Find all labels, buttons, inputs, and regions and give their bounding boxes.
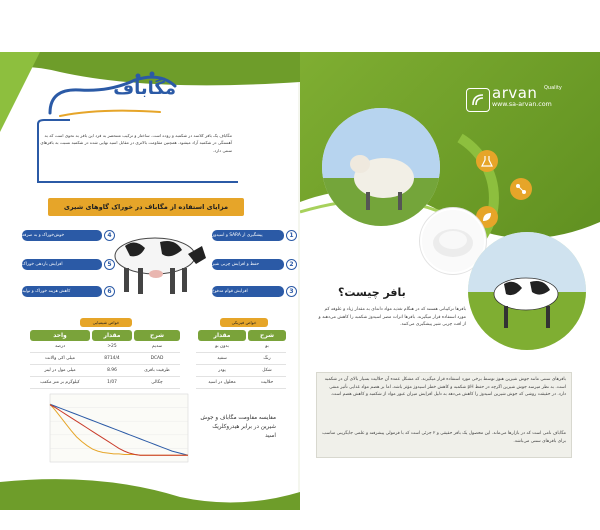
table-cell: سفید — [217, 356, 227, 361]
chemical-properties-table — [30, 330, 180, 389]
benefit-label: افزایش بازدهی خوراک — [22, 259, 102, 270]
table-cell: >25 — [107, 344, 117, 349]
table-cell: محلول در اسید — [208, 380, 236, 385]
benefit-item-5 — [22, 259, 115, 270]
benefit-label: خوش‌خوراک و به صرفه — [22, 230, 102, 241]
brand-website: www.sa-arvan.com — [492, 101, 552, 108]
table-cell: شکل — [262, 368, 272, 373]
table-cell: رنگ — [263, 356, 271, 361]
arvan-logo-icon — [466, 88, 490, 112]
benefit-label: پیشگیری از SARA و اسیدوز — [212, 230, 284, 241]
table-row — [30, 365, 180, 377]
intro-paragraph: مگاباف یک بافر کلاسد در شکمبه و روده است. ساختار و ترکیب متنحصر به فرد این بافر به نحوی است که به آهستگی در شکمبه آزاد میشود. همچنین مقاومت بالاتری در مقابل اسید نهایی شده در شکمبه نسبت به بافرهای سنتی دارد. — [40, 133, 232, 153]
chemical-properties-tag: خواص شیمیایی — [80, 318, 132, 327]
table-cell: بدون بو — [215, 344, 229, 349]
benefit-label: حفظ و افزایش چربی شیر — [212, 259, 284, 270]
table-header: مقدار — [92, 330, 132, 341]
table-row — [196, 377, 286, 389]
table-header: شرح — [134, 330, 180, 341]
table-cell: بو — [265, 344, 269, 349]
table-cell: 8.96 — [107, 368, 117, 373]
benefit-item-1 — [212, 230, 297, 241]
benefits-title: مزایای استفاده از مگاباف در خوراک گاوهای شیری — [48, 198, 244, 216]
table-cell: سدیم — [151, 344, 163, 349]
table-row — [196, 341, 286, 353]
table-cell: حلالیت — [260, 380, 274, 385]
benefit-number: 2 — [286, 259, 297, 270]
chart-plot-area — [50, 394, 188, 462]
benefit-item-3 — [212, 286, 297, 297]
table-cell: درصد — [54, 344, 66, 349]
benefit-number: 5 — [104, 259, 115, 270]
sheep-photo — [322, 108, 440, 226]
molecule-icon — [510, 178, 532, 200]
benefit-number: 1 — [286, 230, 297, 241]
table-row — [30, 353, 180, 365]
table-header: مقدار — [198, 330, 246, 341]
table-cell: ظرفیت بافری — [144, 368, 170, 373]
brand-quality: Quality — [544, 85, 562, 91]
what-is-paragraph: بافرها ترکیباتی هستند که در هنگام تغذیه مواد دانه‌ای به مقدار زیاد و علوفه کم مورد استفاده قرار میگیرند. بافرها اثرات مضر اسیدوز شکمبه را کاهش می‌دهند و از افت چربی شیر پیشگیری می‌کنند. — [318, 307, 466, 328]
benefit-number: 4 — [104, 230, 115, 241]
table-header: شرح — [248, 330, 286, 341]
benefit-number: 3 — [286, 286, 297, 297]
table-cell: میلی مول در لیتر — [44, 368, 76, 373]
table-header-row — [196, 330, 286, 341]
physical-properties-table — [196, 330, 286, 389]
table-row — [30, 377, 180, 389]
chemistry-icon — [476, 150, 498, 172]
what-is-heading: بافر چیست؟ — [338, 286, 406, 299]
benefit-label: کاهش هزینه خوراک و تولید — [22, 286, 102, 297]
brand-name: arvan — [492, 84, 538, 102]
benefit-number: 6 — [104, 286, 115, 297]
table-cell: چگالی — [151, 380, 163, 385]
table-row — [30, 341, 180, 353]
info-paragraph-1: بافرهای سنتی مانند جوش شیرین هنوز توسط برخی مورد استفاده قرار میگیرند. که مشکل عمده آن حلالیت بسیار بالای آن در شکمبه است. به نظر میرسد جوش شیرین اگرچه در حفظ pH شکمبه و کاهش خطر اسیدوز مؤثر باشد، اما بر هضم مواد غذایی تأثیر منفی دارد. در حقیقت روشی که جوش شیرین اسیدوز را کاهش می‌دهد به دلیل افزایش میزان عبور مواد از شکمبه و کاهش هضم است. — [324, 377, 566, 398]
table-cell: کیلوگرم بر متر مکعب — [40, 380, 80, 385]
chart-caption: مقایسه مقاومت مگاباف و جوش شیرین در برابر هیدروکلریک اسید — [200, 415, 276, 439]
info-paragraph-2: مگاباف نامی است که در بازارها می‌ماند. این محصول یک بافر حقیقی و ۲ جزئی است که با فرمولی پیشرفته و علمی جایگزینی مناسب برای بافرهای سنتی می‌باشد. — [322, 431, 566, 444]
cow-illustration — [100, 224, 210, 299]
benefit-item-4 — [22, 230, 115, 241]
benefit-item-2 — [212, 259, 297, 270]
table-cell: DCAD — [150, 356, 164, 361]
table-header: واحد — [30, 330, 90, 341]
table-cell: 1/07 — [107, 380, 117, 385]
table-header-row — [30, 330, 180, 341]
cow-photo — [468, 232, 586, 350]
physical-properties-tag: خواص فیزیکی — [220, 318, 268, 327]
table-row — [196, 353, 286, 365]
table-cell: 8714/4 — [104, 356, 120, 361]
benefit-label: افزایش قوام مدفوع — [212, 286, 284, 297]
benefit-item-6 — [22, 286, 115, 297]
table-cell: پودر — [218, 368, 226, 373]
acid-resistance-chart — [36, 390, 192, 474]
product-logo-text: مگاباف — [113, 78, 176, 99]
table-cell: میلی اکی والانت — [45, 356, 75, 361]
table-row — [196, 365, 286, 377]
